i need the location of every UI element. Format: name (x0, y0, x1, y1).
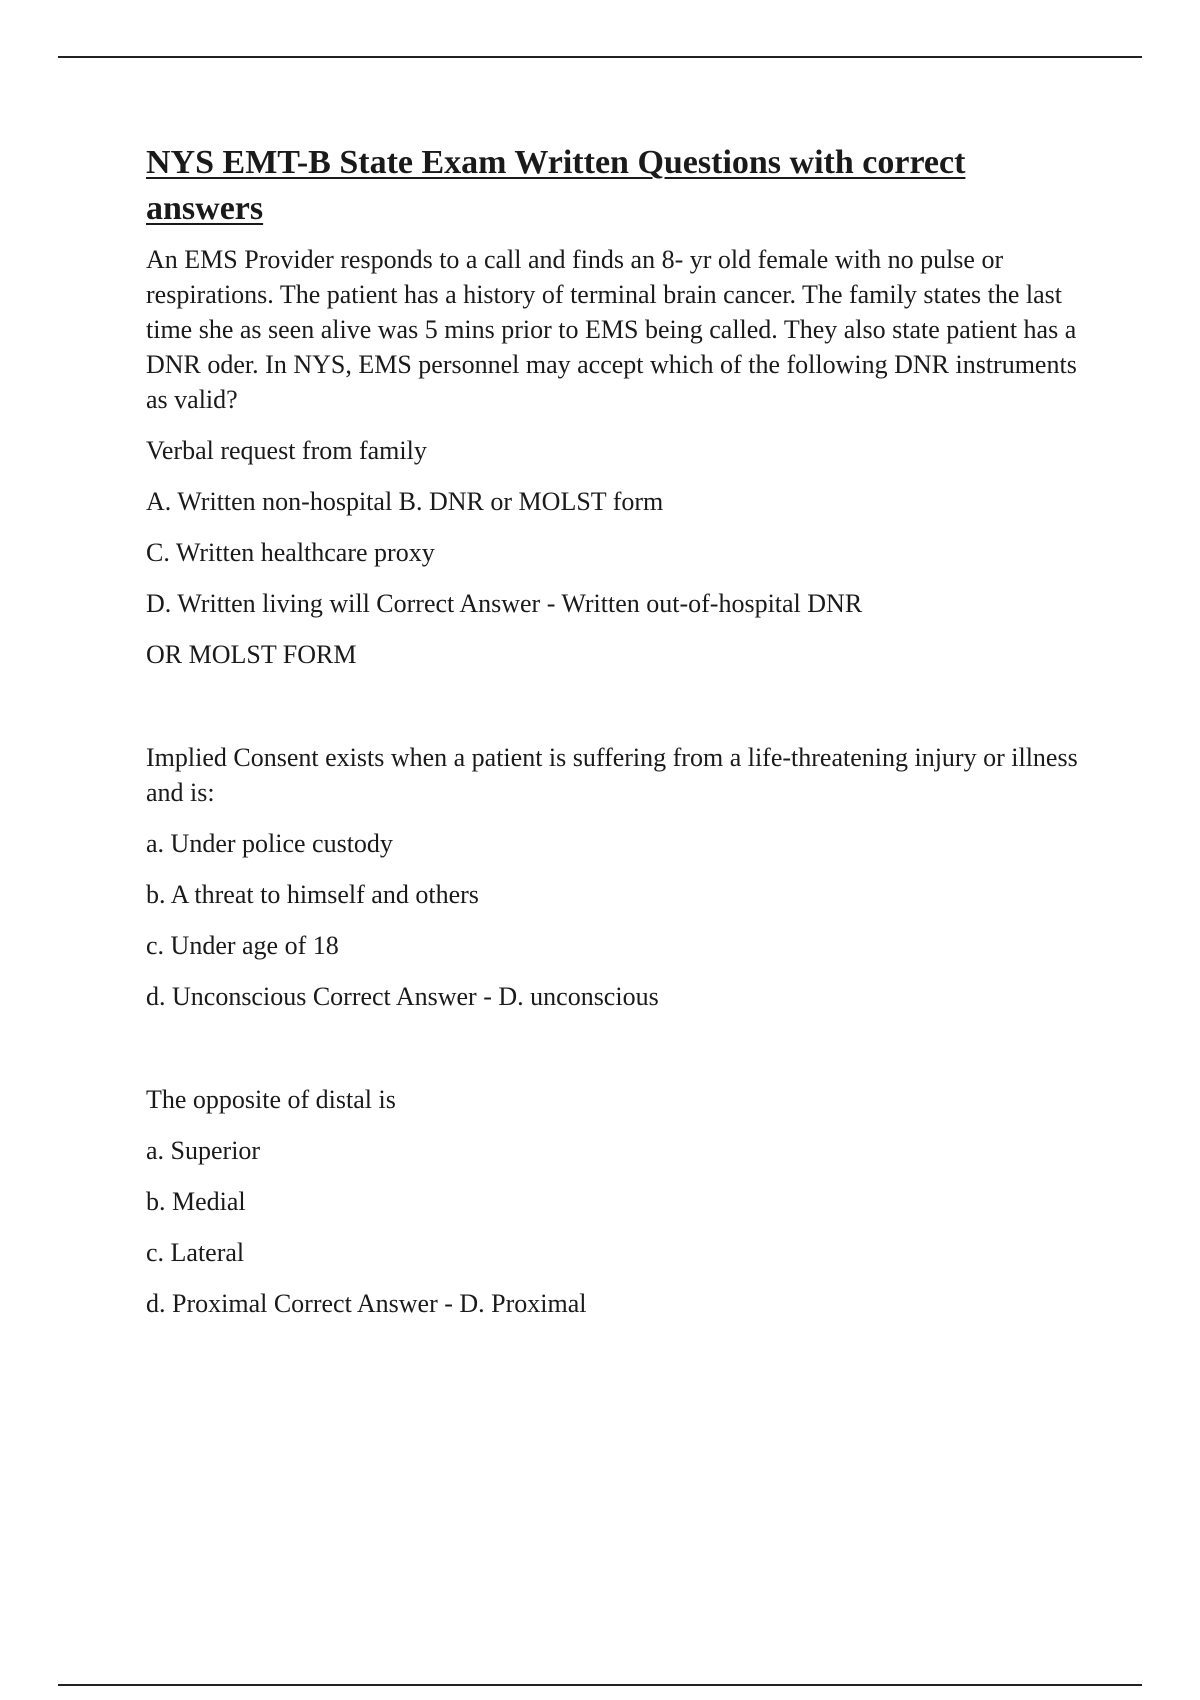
question-3-option: b. Medial (146, 1187, 246, 1216)
question-2-option: d. Unconscious Correct Answer - D. unconscious (146, 982, 659, 1011)
document-body (146, 140, 1086, 1337)
question-2-stem: Implied Consent exists when a patient is suffering from a life-threatening injury or illness and is: (146, 743, 1078, 807)
question-3-option: d. Proximal Correct Answer - D. Proximal (146, 1289, 587, 1318)
question-1-line: Verbal request from family (146, 436, 427, 465)
question-1 (146, 242, 1086, 672)
question-1-line: OR MOLST FORM (146, 640, 357, 669)
question-3 (146, 1082, 1086, 1321)
document-title: NYS EMT-B State Exam Written Questions with correct answers (146, 144, 966, 227)
question-2-option: b. A threat to himself and others (146, 880, 479, 909)
question-2-option: c. Under age of 18 (146, 931, 339, 960)
question-1-line: D. Written living will Correct Answer - Written out-of-hospital DNR (146, 589, 863, 618)
spacer (146, 1030, 1086, 1082)
spacer (146, 688, 1086, 740)
question-3-option: c. Lateral (146, 1238, 245, 1267)
top-rule (58, 56, 1142, 58)
bottom-rule (58, 1684, 1142, 1686)
question-2-option: a. Under police custody (146, 829, 393, 858)
question-1-stem: An EMS Provider responds to a call and finds an 8- yr old female with no pulse or respirations. The patient has a history of terminal brain cancer. The family states the last time she as seen alive was 5 mins prior to EMS being called. They also state patient has a DNR oder. In NYS, EMS personnel may accept which of the following DNR instruments as valid? (146, 245, 1077, 414)
question-3-stem: The opposite of distal is (146, 1085, 396, 1114)
question-1-line: A. Written non-hospital B. DNR or MOLST form (146, 487, 664, 516)
question-3-option: a. Superior (146, 1136, 261, 1165)
question-2 (146, 740, 1086, 1014)
question-1-line: C. Written healthcare proxy (146, 538, 435, 567)
